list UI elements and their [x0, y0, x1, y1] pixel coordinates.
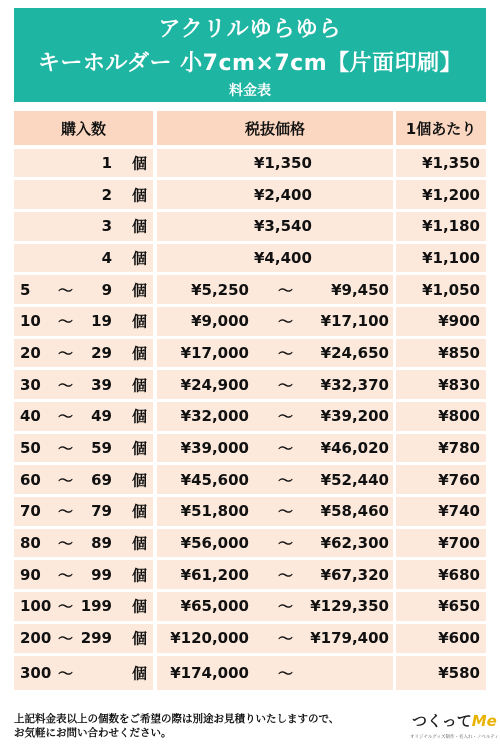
quantity-min: 300 [20, 664, 52, 682]
price-from: ¥61,200 [180, 565, 249, 584]
unit-price: ¥650 [438, 597, 480, 616]
unit-price: ¥760 [438, 470, 480, 489]
quantity-range-separator: ～ [58, 376, 74, 395]
table-row [14, 622, 486, 654]
price-range-separator: ～ [278, 534, 294, 553]
quantity-max: 39 [91, 375, 112, 394]
quantity-min: 5 [20, 280, 31, 299]
quantity: 1 [101, 153, 112, 172]
unit-price-cell [396, 592, 486, 621]
logo-text-accent: Me [471, 712, 497, 730]
quantity-range-separator: ～ [58, 534, 74, 553]
title-line-2: キーホルダー 小7cm×7cm【片面印刷】 [37, 51, 463, 76]
price-to: ¥179,400 [310, 629, 389, 648]
price-cell [157, 275, 393, 304]
price-to: ¥67,320 [320, 565, 389, 584]
quantity-cell [14, 212, 153, 241]
title-line-1: アクリルゆらゆら [158, 17, 342, 42]
unit-price: ¥1,100 [422, 248, 480, 267]
table-row [14, 305, 486, 337]
quantity-unit: 個 [131, 344, 147, 363]
quantity-cell [14, 624, 153, 653]
price-cell [157, 370, 393, 399]
price-from: ¥39,000 [180, 439, 249, 458]
price-from: ¥51,800 [180, 502, 249, 521]
quantity-unit: 個 [131, 376, 147, 395]
logo-text-main: つくって [412, 712, 472, 730]
price-range-separator: ～ [278, 664, 294, 683]
unit-price: ¥1,350 [422, 153, 480, 172]
price-range-separator: ～ [278, 439, 294, 458]
subtitle: 料金表 [229, 83, 271, 99]
table-row [14, 432, 486, 464]
unit-price-cell [396, 465, 486, 494]
quantity-unit: 個 [131, 534, 147, 553]
quantity-cell [14, 529, 153, 558]
price: ¥4,400 [254, 248, 312, 267]
quantity-unit: 個 [131, 281, 147, 300]
quantity-max: 29 [91, 343, 112, 362]
quantity-max: 69 [91, 470, 112, 489]
column-header-quantity: 購入数 [14, 111, 153, 145]
quantity-cell [14, 149, 153, 178]
quantity-unit: 個 [131, 249, 147, 268]
unit-price-cell [396, 180, 486, 209]
price-from: ¥45,600 [180, 470, 249, 489]
unit-price: ¥900 [438, 312, 480, 331]
footer-note [14, 712, 394, 740]
table-row [14, 179, 486, 211]
unit-price: ¥580 [438, 664, 480, 682]
unit-price-cell [396, 307, 486, 336]
price-range-separator: ～ [278, 629, 294, 648]
quantity-range-separator: ～ [58, 312, 74, 331]
table-row [14, 401, 486, 433]
quantity-min: 30 [20, 375, 41, 394]
quantity-unit: 個 [131, 312, 147, 331]
quantity-max: 99 [91, 565, 112, 584]
price-range-separator: ～ [278, 407, 294, 426]
price-cell [157, 212, 393, 241]
quantity-max: 199 [80, 597, 112, 616]
price-from: ¥5,250 [191, 280, 249, 299]
price-cell [157, 339, 393, 368]
quantity-min: 200 [20, 629, 52, 648]
quantity-min: 90 [20, 565, 41, 584]
table-row [14, 210, 486, 242]
price-cell [157, 402, 393, 431]
price-range-separator: ～ [278, 344, 294, 363]
table-header-row [14, 109, 486, 147]
column-header-unit-price: 1個あたり [396, 111, 486, 145]
quantity-max: 79 [91, 502, 112, 521]
quantity-cell [14, 497, 153, 526]
quantity-unit: 個 [131, 502, 147, 521]
quantity-cell [14, 339, 153, 368]
quantity-cell [14, 592, 153, 621]
quantity: 4 [101, 248, 112, 267]
price-from: ¥32,000 [180, 407, 249, 426]
unit-price: ¥1,050 [422, 280, 480, 299]
quantity-min: 100 [20, 597, 52, 616]
unit-price: ¥850 [438, 343, 480, 362]
unit-price-cell [396, 402, 486, 431]
quantity-cell [14, 180, 153, 209]
quantity-range-separator: ～ [58, 664, 74, 683]
price-cell [157, 244, 393, 273]
table-row [14, 369, 486, 401]
quantity-min: 20 [20, 343, 41, 362]
quantity-cell [14, 244, 153, 273]
unit-price-cell [396, 624, 486, 653]
price-from: ¥56,000 [180, 534, 249, 553]
quantity-range-separator: ～ [58, 502, 74, 521]
quantity-unit: 個 [131, 439, 147, 458]
quantity-cell [14, 465, 153, 494]
price-from: ¥17,000 [180, 343, 249, 362]
quantity-unit: 個 [131, 217, 147, 236]
quantity-min: 60 [20, 470, 41, 489]
price-cell [157, 656, 393, 690]
quantity-unit: 個 [131, 471, 147, 490]
unit-price: ¥800 [438, 407, 480, 426]
price-range-separator: ～ [278, 312, 294, 331]
price-to: ¥129,350 [310, 597, 389, 616]
quantity-min: 70 [20, 502, 41, 521]
quantity-max: 9 [101, 280, 112, 299]
price-to: ¥32,370 [320, 375, 389, 394]
table-row [14, 147, 486, 179]
unit-price: ¥1,200 [422, 185, 480, 204]
table-row [14, 527, 486, 559]
unit-price: ¥600 [438, 629, 480, 648]
table-row [14, 559, 486, 591]
price: ¥2,400 [254, 185, 312, 204]
quantity-range-separator: ～ [58, 629, 74, 648]
quantity-range-separator: ～ [58, 566, 74, 585]
quantity-unit: 個 [131, 407, 147, 426]
quantity-cell [14, 370, 153, 399]
quantity-unit: 個 [131, 597, 147, 616]
quantity-max: 59 [91, 439, 112, 458]
quantity-min: 80 [20, 534, 41, 553]
price-from: ¥9,000 [191, 312, 249, 331]
price-cell [157, 434, 393, 463]
quantity-unit: 個 [131, 566, 147, 585]
price-range-separator: ～ [278, 597, 294, 616]
unit-price-cell [396, 434, 486, 463]
price-table [14, 109, 486, 692]
price-range-separator: ～ [278, 566, 294, 585]
price-cell [157, 592, 393, 621]
price-cell [157, 624, 393, 653]
price-range-separator: ～ [278, 471, 294, 490]
unit-price-cell [396, 339, 486, 368]
quantity-max: 89 [91, 534, 112, 553]
price-cell [157, 149, 393, 178]
quantity-cell [14, 560, 153, 589]
quantity-cell [14, 402, 153, 431]
logo-text [412, 710, 497, 731]
unit-price: ¥700 [438, 534, 480, 553]
quantity-range-separator: ～ [58, 597, 74, 616]
unit-price: ¥780 [438, 439, 480, 458]
price-from: ¥65,000 [180, 597, 249, 616]
unit-price: ¥830 [438, 375, 480, 394]
quantity-max: 299 [80, 629, 112, 648]
price-to: ¥46,020 [320, 439, 389, 458]
table-row [14, 654, 486, 692]
quantity-cell [14, 656, 153, 690]
unit-price: ¥740 [438, 502, 480, 521]
quantity-range-separator: ～ [58, 439, 74, 458]
quantity-range-separator: ～ [58, 344, 74, 363]
price-to: ¥52,440 [320, 470, 389, 489]
unit-price-cell [396, 497, 486, 526]
unit-price-cell [396, 275, 486, 304]
quantity: 2 [101, 185, 112, 204]
unit-price-cell [396, 529, 486, 558]
unit-price-cell [396, 212, 486, 241]
quantity-range-separator: ～ [58, 407, 74, 426]
price: ¥3,540 [254, 217, 312, 236]
price-cell [157, 307, 393, 336]
column-header-price: 税抜価格 [157, 111, 393, 145]
price-to: ¥24,650 [320, 343, 389, 362]
quantity-min: 50 [20, 439, 41, 458]
table-row [14, 337, 486, 369]
price-cell [157, 497, 393, 526]
quantity-unit: 個 [131, 186, 147, 205]
footer-note-line-1: 上記料金表以上の個数をご希望の際は別途お見積りいたしますので、 [14, 713, 340, 725]
quantity-cell [14, 307, 153, 336]
unit-price-cell [396, 244, 486, 273]
unit-price-cell [396, 560, 486, 589]
quantity-unit: 個 [131, 664, 147, 683]
price-cell [157, 560, 393, 589]
unit-price-cell [396, 149, 486, 178]
quantity-cell [14, 275, 153, 304]
price-cell [157, 465, 393, 494]
quantity-unit: 個 [131, 629, 147, 648]
quantity-unit: 個 [131, 154, 147, 173]
table-row [14, 242, 486, 274]
table-row [14, 591, 486, 623]
quantity-min: 10 [20, 312, 41, 331]
table-row [14, 464, 486, 496]
price-range-separator: ～ [278, 502, 294, 521]
unit-price-cell [396, 656, 486, 690]
price-to: ¥39,200 [320, 407, 389, 426]
quantity-range-separator: ～ [58, 281, 74, 300]
unit-price: ¥1,180 [422, 217, 480, 236]
unit-price-cell [396, 370, 486, 399]
price-range-separator: ～ [278, 281, 294, 300]
footer-note-line-2: お気軽にお問い合わせください。 [14, 727, 172, 739]
price-to: ¥9,450 [331, 280, 389, 299]
quantity-range-separator: ～ [58, 471, 74, 490]
quantity-cell [14, 434, 153, 463]
title-banner [14, 8, 486, 102]
price-cell [157, 529, 393, 558]
price-from: ¥24,900 [180, 375, 249, 394]
price-from: ¥120,000 [170, 629, 249, 648]
quantity-max: 49 [91, 407, 112, 426]
logo-tagline: オリジナルグッズ制作・名入れ・ノベルティ [410, 735, 499, 740]
price-to: ¥62,300 [320, 534, 389, 553]
brand-logo [410, 708, 499, 744]
price-to: ¥58,460 [320, 502, 389, 521]
price-range-separator: ～ [278, 376, 294, 395]
price: ¥1,350 [254, 153, 312, 172]
table-row [14, 496, 486, 528]
quantity-min: 40 [20, 407, 41, 426]
price-from: ¥174,000 [170, 664, 249, 682]
quantity-max: 19 [91, 312, 112, 331]
table-body [14, 147, 486, 692]
unit-price: ¥680 [438, 565, 480, 584]
price-to: ¥17,100 [320, 312, 389, 331]
table-row [14, 274, 486, 306]
price-cell [157, 180, 393, 209]
quantity: 3 [101, 217, 112, 236]
